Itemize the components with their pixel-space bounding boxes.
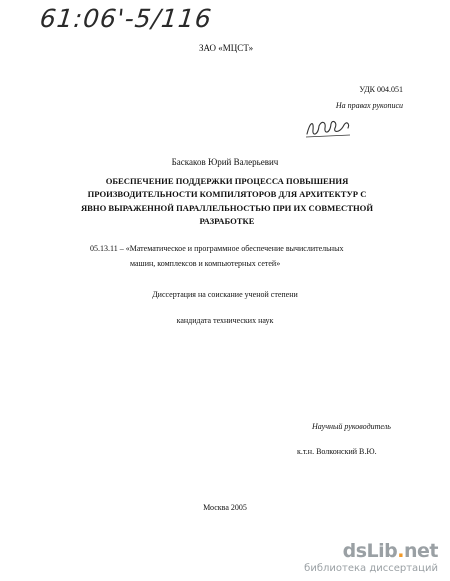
- udc-code: УДК 004.051: [359, 85, 403, 94]
- watermark-logo-dot: .: [397, 540, 404, 562]
- dissertation-title: [75, 175, 379, 229]
- watermark-logo: [343, 540, 438, 562]
- specialty: [90, 242, 400, 271]
- specialty-line: машин, комплексов и компьютерных сетей»: [130, 258, 281, 268]
- organization: ЗАО «МЦСТ»: [199, 43, 254, 53]
- watermark-tagline: библиотека диссертаций: [304, 563, 438, 574]
- title-line: РАЗРАБОТКЕ: [199, 216, 255, 227]
- signature-icon: [304, 116, 352, 140]
- dissertation-statement: Диссертация на соискание ученой степени: [152, 290, 298, 299]
- title-line: ПРОИЗВОДИТЕЛЬНОСТИ КОМПИЛЯТОРОВ ДЛЯ АРХИТЕКТУР С: [87, 189, 367, 200]
- city-year: Москва 2005: [203, 503, 247, 512]
- degree: кандидата технических наук: [176, 316, 274, 325]
- handwritten-code: 61:06'-5/116: [38, 4, 214, 33]
- watermark-logo-tld: net: [404, 540, 438, 562]
- supervisor-label: Научный руководитель: [312, 422, 391, 431]
- specialty-line: 05.13.11 – «Математическое и программное обеспечение вычислительных: [90, 244, 344, 253]
- author-name: Баскаков Юрий Валерьевич: [171, 157, 279, 167]
- watermark-logo-name: dsLib: [342, 540, 398, 562]
- rights-note: На правах рукописи: [335, 101, 403, 110]
- title-line: ОБЕСПЕЧЕНИЕ ПОДДЕРЖКИ ПРОЦЕССА ПОВЫШЕНИЯ: [105, 176, 349, 186]
- title-line: ЯВНО ВЫРАЖЕННОЙ ПАРАЛЛЕЛЬНОСТЬЮ ПРИ ИХ СОВМЕСТНОЙ: [80, 202, 374, 213]
- supervisor-name: к.т.н. Волконский В.Ю.: [297, 447, 377, 456]
